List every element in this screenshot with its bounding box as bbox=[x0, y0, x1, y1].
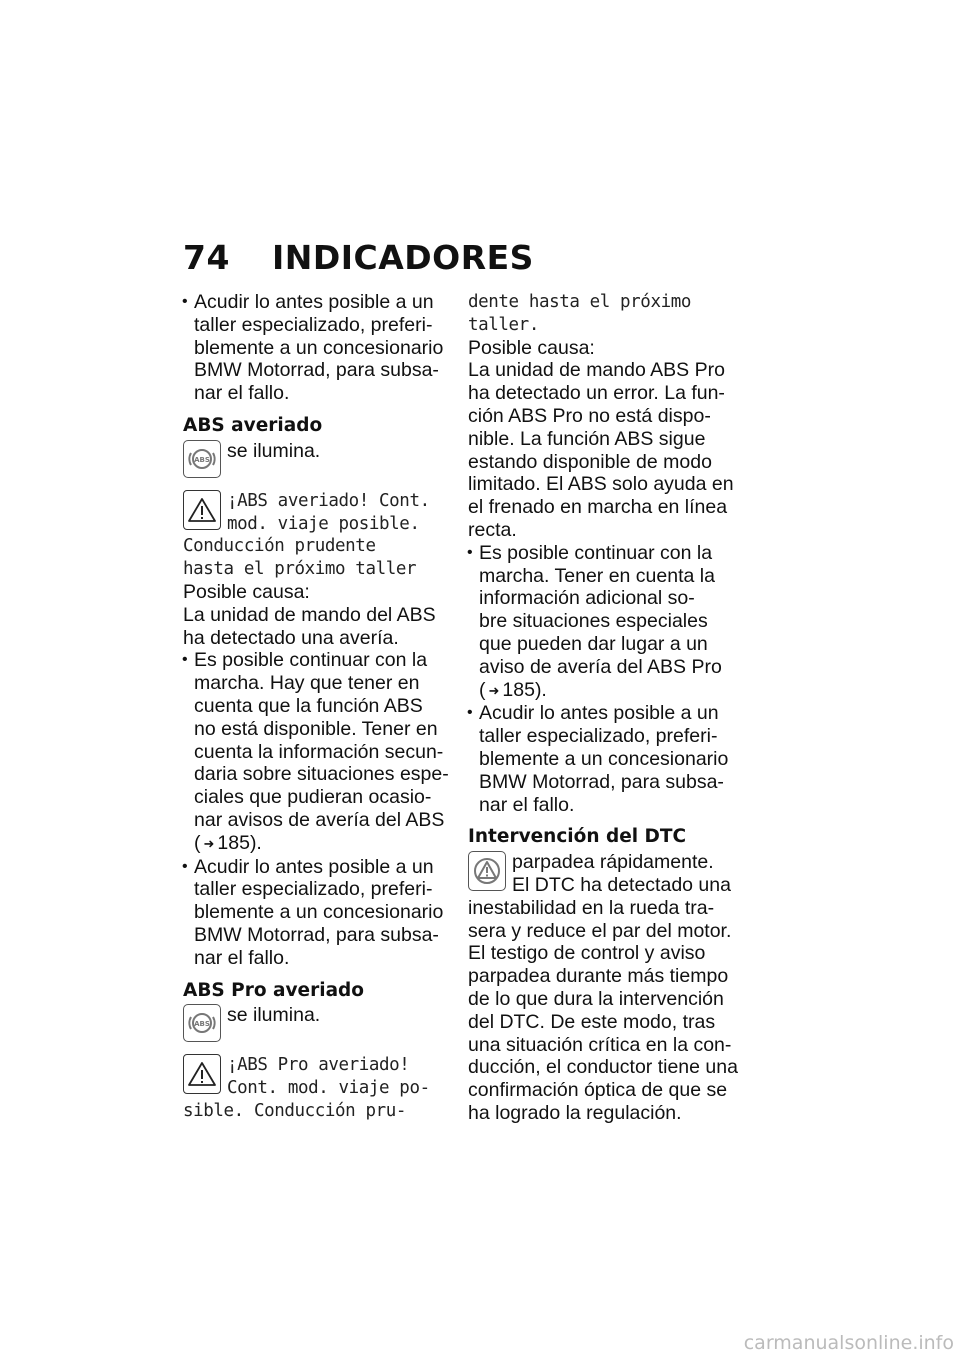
svg-text:ABS: ABS bbox=[194, 1020, 210, 1029]
line: BMW Motorrad, para subsa- bbox=[479, 770, 724, 793]
abs-light-row bbox=[183, 440, 451, 478]
abs-warning-light-icon bbox=[183, 440, 221, 478]
message-line: Conducción prudente bbox=[183, 536, 376, 557]
message-line: hasta el próximo taller bbox=[183, 559, 417, 580]
line: BMW Motorrad, para subsa- bbox=[194, 359, 439, 382]
line: El testigo de control y aviso bbox=[468, 942, 706, 965]
cause-line: recta. bbox=[468, 518, 517, 541]
warning-triangle-icon bbox=[183, 1054, 221, 1094]
cause-line: ha detectado un error. La fun- bbox=[468, 382, 725, 405]
line: taller especializado, preferi- bbox=[194, 878, 433, 901]
message-line: sible. Conducción pru- bbox=[183, 1100, 406, 1121]
line: ha logrado la regulación. bbox=[468, 1101, 682, 1124]
heading-abs-pro-averiado: ABS Pro averiado bbox=[183, 979, 365, 1001]
line: cuenta que la función ABS bbox=[194, 694, 423, 717]
heading-abs-averiado: ABS averiado bbox=[183, 414, 323, 436]
line: confirmación óptica de que se bbox=[468, 1079, 728, 1102]
warning-triangle-icon bbox=[183, 490, 221, 530]
bullet-visit-workshop-3 bbox=[468, 702, 738, 816]
message-line: mod. viaje posible. bbox=[227, 513, 420, 534]
line: ciales que pudieran ocasio- bbox=[194, 786, 432, 809]
heading-dtc-intervention: Intervención del DTC bbox=[468, 826, 687, 848]
watermark: carmanualsonline.info bbox=[743, 1332, 954, 1354]
page-reference[interactable]: ( ➜ 185). bbox=[479, 678, 547, 701]
line: una situación crítica en la con- bbox=[468, 1033, 732, 1056]
cause-line: limitado. El ABS solo ayuda en bbox=[468, 473, 734, 496]
line: nar el fallo. bbox=[479, 793, 575, 816]
bullet-continue-riding bbox=[183, 649, 451, 855]
abs-pro-light-row bbox=[183, 1004, 451, 1042]
cause-line: ción ABS Pro no está dispo- bbox=[468, 404, 711, 427]
line: que pueden dar lugar a un bbox=[479, 632, 708, 655]
abs-pro-display-message bbox=[183, 1054, 451, 1122]
abs-display-message bbox=[183, 490, 451, 581]
right-column bbox=[468, 291, 738, 1125]
page-reference-arrow-icon: ➜ bbox=[488, 682, 500, 698]
message-line: dente hasta el próximo bbox=[468, 292, 691, 312]
message-line: Cont. mod. viaje po- bbox=[227, 1078, 430, 1099]
possible-cause-label: Posible causa: bbox=[468, 336, 595, 359]
message-line: taller. bbox=[468, 314, 539, 335]
line: • Es posible continuar con la bbox=[194, 649, 428, 672]
line: sera y reduce el par del motor. bbox=[468, 919, 732, 942]
page-header bbox=[183, 238, 534, 277]
cause-line: el frenado en marcha en línea bbox=[468, 496, 728, 519]
line: taller especializado, preferi- bbox=[479, 725, 718, 748]
dtc-light-row bbox=[468, 851, 738, 897]
left-column bbox=[183, 291, 451, 1123]
bullet-visit-workshop-1 bbox=[183, 291, 451, 405]
line: • Acudir lo antes posible a un bbox=[194, 855, 434, 878]
svg-text:ABS: ABS bbox=[194, 455, 210, 464]
cause-line: ha detectado una avería. bbox=[183, 626, 399, 649]
line: • Es posible continuar con la bbox=[479, 541, 713, 564]
line: • Acudir lo antes posible a un bbox=[194, 291, 434, 313]
line: nar el fallo. bbox=[194, 946, 290, 969]
page-title: INDICADORES bbox=[271, 238, 534, 277]
message-line: ¡ABS Pro averiado! bbox=[227, 1055, 410, 1076]
page-reference[interactable]: ( ➜ 185). bbox=[194, 831, 262, 854]
line: ducción, el conductor tiene una bbox=[468, 1056, 738, 1079]
line: blemente a un concesionario bbox=[194, 901, 444, 924]
line: • Acudir lo antes posible a un bbox=[479, 702, 719, 725]
line: parpadea rápidamente. bbox=[512, 851, 714, 874]
line: BMW Motorrad, para subsa- bbox=[194, 923, 439, 946]
reference-page: 185). bbox=[217, 831, 262, 854]
line: parpadea durante más tiempo bbox=[468, 965, 729, 988]
line: no está disponible. Tener en bbox=[194, 717, 438, 740]
line: marcha. Hay que tener en bbox=[194, 672, 420, 695]
line: aviso de avería del ABS Pro bbox=[479, 655, 722, 678]
line: El DTC ha detectado una bbox=[512, 873, 731, 896]
message-line: ¡ABS averiado! Cont. bbox=[227, 490, 430, 511]
line: blemente a un concesionario bbox=[479, 747, 729, 770]
line: daria sobre situaciones espe- bbox=[194, 763, 449, 786]
line: marcha. Tener en cuenta la bbox=[479, 564, 715, 587]
reference-page: 185). bbox=[502, 678, 547, 701]
bullet-visit-workshop-2 bbox=[183, 856, 451, 970]
cause-line: nible. La función ABS sigue bbox=[468, 427, 706, 450]
possible-cause-label: Posible causa: bbox=[183, 580, 310, 603]
dtc-triangle-light-icon bbox=[468, 851, 506, 891]
abs-lights-text: se ilumina. bbox=[227, 439, 321, 462]
line: blemente a un concesionario bbox=[194, 336, 444, 359]
line: información adicional so- bbox=[479, 587, 695, 610]
line: bre situaciones especiales bbox=[479, 610, 708, 633]
line: inestabilidad en la rueda tra- bbox=[468, 896, 715, 919]
line: taller especializado, preferi- bbox=[194, 313, 433, 336]
line: de lo que dura la intervención bbox=[468, 987, 724, 1010]
bullet-continue-riding-pro bbox=[468, 542, 738, 703]
cause-line: La unidad de mando del ABS bbox=[183, 603, 436, 626]
cause-line: estando disponible de modo bbox=[468, 450, 712, 473]
page-reference-arrow-icon: ➜ bbox=[203, 835, 215, 851]
cause-line: La unidad de mando ABS Pro bbox=[468, 359, 725, 382]
line: nar el fallo. bbox=[194, 382, 290, 405]
line: del DTC. De este modo, tras bbox=[468, 1010, 716, 1033]
abs-pro-lights-text: se ilumina. bbox=[227, 1004, 321, 1027]
page-number: 74 bbox=[183, 238, 230, 277]
abs-warning-light-icon bbox=[183, 1004, 221, 1042]
line: nar avisos de avería del ABS bbox=[194, 808, 445, 831]
line: cuenta la información secun- bbox=[194, 740, 444, 763]
